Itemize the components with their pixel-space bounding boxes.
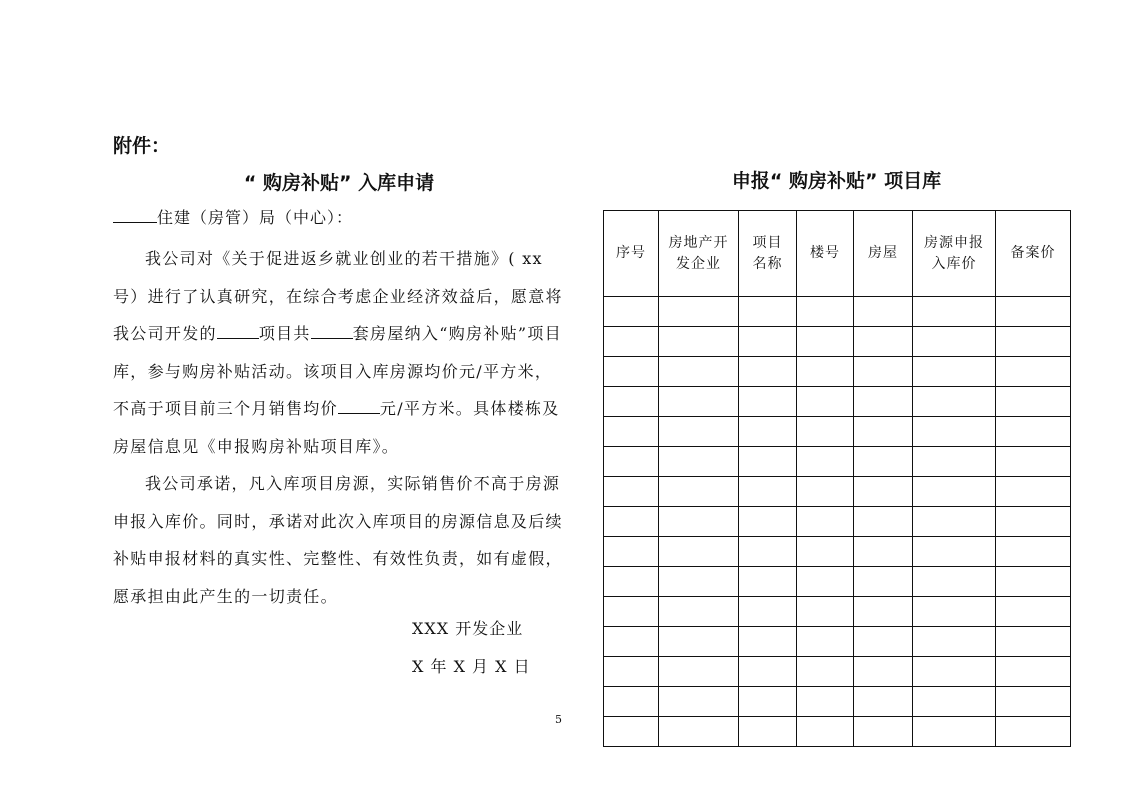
table-cell xyxy=(913,387,996,417)
para1-part-c: 套房屋纳入“购房补贴”项目库，参与购房补贴活动。该项目入库房源均价元/平方米，不高于项目前三个月销售均价 xyxy=(113,324,562,418)
table-cell xyxy=(604,327,659,357)
table-cell xyxy=(854,717,913,747)
column-header xyxy=(913,211,996,297)
table-cell xyxy=(913,507,996,537)
table-cell xyxy=(996,327,1071,357)
table-cell xyxy=(739,567,797,597)
project-name-blank xyxy=(217,324,259,339)
table-cell xyxy=(797,447,854,477)
table-cell xyxy=(854,507,913,537)
table-cell xyxy=(913,537,996,567)
column-header xyxy=(739,211,797,297)
table-row xyxy=(604,537,1071,567)
table-cell xyxy=(797,387,854,417)
attachment-label: 附件： xyxy=(113,135,171,157)
column-header-label: 备案价 xyxy=(1010,245,1056,261)
table-cell xyxy=(996,507,1071,537)
table-cell xyxy=(659,627,739,657)
column-header-label: 项目名称 xyxy=(752,234,783,272)
table-cell xyxy=(996,627,1071,657)
table-cell xyxy=(797,597,854,627)
table-cell xyxy=(739,537,797,567)
table-cell xyxy=(604,387,659,417)
column-header xyxy=(854,211,913,297)
table-cell xyxy=(996,297,1071,327)
table-cell xyxy=(659,327,739,357)
signature-date: X 年 X 月 X 日 xyxy=(412,657,531,676)
table-cell xyxy=(854,387,913,417)
table-row xyxy=(604,657,1071,687)
table-header-row xyxy=(604,211,1071,297)
table-row xyxy=(604,357,1071,387)
table-cell xyxy=(996,597,1071,627)
table-cell xyxy=(659,297,739,327)
table-cell xyxy=(913,447,996,477)
table-row xyxy=(604,327,1071,357)
column-header-label: 房地产开发企业 xyxy=(668,234,729,272)
table-row xyxy=(604,717,1071,747)
table-cell xyxy=(996,417,1071,447)
table-cell xyxy=(604,357,659,387)
table-row xyxy=(604,387,1071,417)
table-cell xyxy=(913,417,996,447)
table-cell xyxy=(854,417,913,447)
table-cell xyxy=(604,477,659,507)
table-cell xyxy=(739,687,797,717)
table-cell xyxy=(739,477,797,507)
table-cell xyxy=(604,687,659,717)
addressee-text: 住建（房管）局（中心）： xyxy=(157,208,354,227)
table-cell xyxy=(996,657,1071,687)
table-cell xyxy=(797,477,854,507)
column-header-label: 房屋 xyxy=(868,245,898,261)
table-cell xyxy=(797,567,854,597)
table-cell xyxy=(854,567,913,597)
column-header xyxy=(797,211,854,297)
table-cell xyxy=(604,417,659,447)
table-cell xyxy=(739,297,797,327)
table-cell xyxy=(913,567,996,597)
table-cell xyxy=(854,477,913,507)
table-cell xyxy=(996,477,1071,507)
table-row xyxy=(604,597,1071,627)
table-cell xyxy=(797,627,854,657)
application-title: “ 购房补贴” 入库申请 xyxy=(243,172,435,194)
column-header-label: 楼号 xyxy=(810,245,840,261)
table-cell xyxy=(797,357,854,387)
para1-part-d: 元/平方米。具体楼栋及房屋信息见《申报购房补贴项目库》。 xyxy=(113,399,560,456)
table-cell xyxy=(659,387,739,417)
table-cell xyxy=(854,627,913,657)
avg-price-blank xyxy=(338,399,380,414)
table-cell xyxy=(659,447,739,477)
table-cell xyxy=(659,657,739,687)
table-cell xyxy=(739,357,797,387)
para1-part-b: 项目共 xyxy=(258,324,311,343)
table-row xyxy=(604,507,1071,537)
table-cell xyxy=(913,327,996,357)
addressee-line xyxy=(113,205,353,228)
table-cell xyxy=(739,447,797,477)
table-cell xyxy=(659,417,739,447)
table-cell xyxy=(854,327,913,357)
table-cell xyxy=(739,627,797,657)
table-cell xyxy=(604,717,659,747)
unit-count-blank xyxy=(311,324,353,339)
table-cell xyxy=(739,507,797,537)
table-cell xyxy=(996,537,1071,567)
table-cell xyxy=(854,537,913,567)
signature-company: XXX 开发企业 xyxy=(412,619,524,638)
table-cell xyxy=(739,387,797,417)
table-cell xyxy=(739,327,797,357)
table-cell xyxy=(913,717,996,747)
table-cell xyxy=(659,507,739,537)
table-cell xyxy=(604,597,659,627)
table-cell xyxy=(854,297,913,327)
table-row xyxy=(604,687,1071,717)
table-cell xyxy=(913,687,996,717)
table-cell xyxy=(913,657,996,687)
table-cell xyxy=(659,717,739,747)
table-cell xyxy=(797,657,854,687)
table-cell xyxy=(996,567,1071,597)
table-body xyxy=(604,297,1071,747)
table-cell xyxy=(604,507,659,537)
table-row xyxy=(604,567,1071,597)
para1-part-a: 我公司对《关于促进返乡就业创业的若干措施》( xx号）进行了认真研究，在综合考虑企业经济效益后，愿意将我公司开发的 xyxy=(113,249,563,343)
table-cell xyxy=(739,417,797,447)
application-body xyxy=(113,240,565,615)
table-cell xyxy=(739,597,797,627)
table-cell xyxy=(659,567,739,597)
table-cell xyxy=(996,447,1071,477)
table-cell xyxy=(604,657,659,687)
table-cell xyxy=(659,477,739,507)
table-cell xyxy=(604,537,659,567)
paragraph-2: 我公司承诺，凡入库项目房源，实际销售价不高于房源申报入库价。同时，承诺对此次入库项目的房源信息及后续补贴申报材料的真实性、完整性、有效性负责，如有虚假，愿承担由此产生的一切责任。 xyxy=(113,474,563,606)
table-cell xyxy=(854,357,913,387)
table-cell xyxy=(854,657,913,687)
project-library-title: 申报“ 购房补贴” 项目库 xyxy=(731,170,942,192)
table-cell xyxy=(913,627,996,657)
page-number: 5 xyxy=(555,713,562,726)
table-cell xyxy=(913,297,996,327)
table-cell xyxy=(913,357,996,387)
table-cell xyxy=(604,567,659,597)
table-row xyxy=(604,417,1071,447)
table-cell xyxy=(659,597,739,627)
table-cell xyxy=(797,417,854,447)
project-library-table xyxy=(603,210,1071,747)
column-header-label: 序号 xyxy=(616,245,646,261)
addressee-blank xyxy=(113,208,157,223)
column-header xyxy=(996,211,1071,297)
table-cell xyxy=(996,717,1071,747)
column-header xyxy=(659,211,739,297)
table-cell xyxy=(604,627,659,657)
table-row xyxy=(604,627,1071,657)
table-cell xyxy=(996,687,1071,717)
table-cell xyxy=(739,717,797,747)
paragraph-1 xyxy=(113,240,565,465)
table-cell xyxy=(739,657,797,687)
table-row xyxy=(604,477,1071,507)
table-cell xyxy=(797,537,854,567)
table-row xyxy=(604,447,1071,477)
table-row xyxy=(604,297,1071,327)
table-cell xyxy=(659,357,739,387)
table-cell xyxy=(797,507,854,537)
column-header xyxy=(604,211,659,297)
table-cell xyxy=(913,477,996,507)
table-cell xyxy=(996,387,1071,417)
table-cell xyxy=(996,357,1071,387)
table-cell xyxy=(659,537,739,567)
table-cell xyxy=(797,327,854,357)
table-cell xyxy=(604,447,659,477)
table-cell xyxy=(797,297,854,327)
column-header-label: 房源申报入库价 xyxy=(924,234,984,272)
table-cell xyxy=(604,297,659,327)
table-cell xyxy=(854,597,913,627)
table-cell xyxy=(797,717,854,747)
table-cell xyxy=(854,687,913,717)
table-cell xyxy=(854,447,913,477)
table-cell xyxy=(659,687,739,717)
table-cell xyxy=(913,597,996,627)
table-cell xyxy=(797,687,854,717)
